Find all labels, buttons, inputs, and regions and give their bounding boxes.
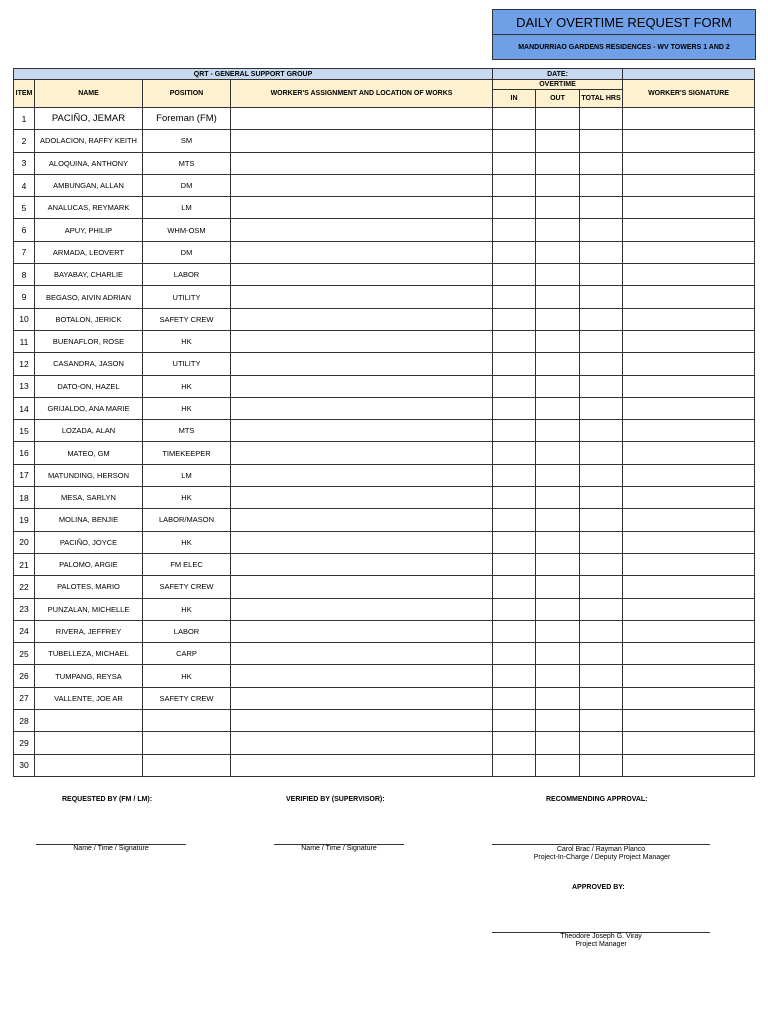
overtime-in-cell[interactable] — [493, 130, 536, 152]
name-cell: ADOLACION, RAFFY KEITH — [35, 130, 143, 152]
overtime-in-cell[interactable] — [493, 553, 536, 575]
table-row — [14, 152, 755, 174]
name-cell: MESA, SARLYN — [35, 487, 143, 509]
total-hrs-cell[interactable] — [580, 174, 623, 196]
assignment-cell[interactable] — [231, 442, 493, 464]
header-total-hrs: TOTAL HRS — [580, 90, 623, 108]
overtime-out-cell[interactable] — [536, 464, 580, 486]
total-hrs-cell[interactable] — [580, 219, 623, 241]
overtime-out-cell[interactable] — [536, 553, 580, 575]
table-row — [14, 286, 755, 308]
overtime-out-cell[interactable] — [536, 152, 580, 174]
assignment-cell[interactable] — [231, 687, 493, 709]
table-row — [14, 687, 755, 709]
overtime-in-cell[interactable] — [493, 687, 536, 709]
recommender-title: Project-In-Charge / Deputy Project Manager — [533, 854, 671, 861]
position-cell: LM — [143, 197, 231, 219]
overtime-in-cell[interactable] — [493, 464, 536, 486]
position-cell: CARP — [143, 643, 231, 665]
assignment-cell[interactable] — [231, 241, 493, 263]
form-subtitle: MANDURRIAO GARDENS RESIDENCES - WV TOWERS 1 AND 2 — [493, 35, 755, 59]
signature-cell[interactable] — [623, 241, 755, 263]
table-row — [14, 464, 755, 486]
item-cell: 25 — [14, 643, 35, 665]
total-hrs-cell[interactable] — [580, 241, 623, 263]
name-cell: GRIJALDO, ANA MARIE — [35, 397, 143, 419]
approver-name: Theodore Joseph G. Viray — [560, 933, 642, 940]
header-name: NAME — [35, 80, 143, 108]
overtime-in-cell[interactable] — [493, 108, 536, 130]
overtime-out-cell[interactable] — [536, 531, 580, 553]
position-cell: UTILITY — [143, 286, 231, 308]
table-row — [14, 353, 755, 375]
assignment-cell[interactable] — [231, 308, 493, 330]
item-cell: 24 — [14, 620, 35, 642]
overtime-in-cell[interactable] — [493, 732, 536, 754]
total-hrs-cell[interactable] — [580, 553, 623, 575]
assignment-cell[interactable] — [231, 754, 493, 776]
item-cell: 13 — [14, 375, 35, 397]
assignment-cell[interactable] — [231, 464, 493, 486]
overtime-out-cell[interactable] — [536, 219, 580, 241]
overtime-in-cell[interactable] — [493, 397, 536, 419]
signature-cell[interactable] — [623, 598, 755, 620]
overtime-in-cell[interactable] — [493, 375, 536, 397]
overtime-out-cell[interactable] — [536, 487, 580, 509]
position-cell: DM — [143, 241, 231, 263]
total-hrs-cell[interactable] — [580, 710, 623, 732]
overtime-out-cell[interactable] — [536, 732, 580, 754]
position-cell: FM ELEC — [143, 553, 231, 575]
overtime-in-cell[interactable] — [493, 420, 536, 442]
table-row — [14, 576, 755, 598]
item-cell: 30 — [14, 754, 35, 776]
assignment-cell[interactable] — [231, 286, 493, 308]
position-cell — [143, 732, 231, 754]
total-hrs-cell[interactable] — [580, 420, 623, 442]
signature-cell[interactable] — [623, 732, 755, 754]
total-hrs-cell[interactable] — [580, 464, 623, 486]
date-label: DATE: — [493, 69, 623, 80]
signature-cell[interactable] — [623, 286, 755, 308]
position-cell: HK — [143, 531, 231, 553]
name-cell: AMBUNGAN, ALLAN — [35, 174, 143, 196]
table-row — [14, 531, 755, 553]
name-cell — [35, 732, 143, 754]
header-item: ITEM — [14, 80, 35, 108]
signature-cell[interactable] — [623, 152, 755, 174]
name-cell: LOZADA, ALAN — [35, 420, 143, 442]
verified-by-label: VERIFIED BY (SUPERVISOR): — [286, 796, 385, 803]
position-cell: LM — [143, 464, 231, 486]
assignment-cell[interactable] — [231, 643, 493, 665]
name-cell: PUNZALAN, MICHELLE — [35, 598, 143, 620]
total-hrs-cell[interactable] — [580, 732, 623, 754]
signature-cell[interactable] — [623, 130, 755, 152]
total-hrs-cell[interactable] — [580, 509, 623, 531]
item-cell: 19 — [14, 509, 35, 531]
assignment-cell[interactable] — [231, 710, 493, 732]
position-cell: SAFETY CREW — [143, 308, 231, 330]
signature-cell[interactable] — [623, 375, 755, 397]
signature-cell[interactable] — [623, 665, 755, 687]
signature-cell[interactable] — [623, 553, 755, 575]
table-row — [14, 130, 755, 152]
table-row — [14, 330, 755, 352]
total-hrs-cell[interactable] — [580, 487, 623, 509]
name-cell — [35, 754, 143, 776]
table-row — [14, 553, 755, 575]
overtime-in-cell[interactable] — [493, 531, 536, 553]
table-row — [14, 643, 755, 665]
name-cell: TUMPANG, REYSA — [35, 665, 143, 687]
total-hrs-cell[interactable] — [580, 375, 623, 397]
overtime-out-cell[interactable] — [536, 353, 580, 375]
overtime-out-cell[interactable] — [536, 397, 580, 419]
name-cell: BUENAFLOR, ROSE — [35, 330, 143, 352]
position-cell: Foreman (FM) — [143, 108, 231, 130]
requested-by-label: REQUESTED BY (FM / LM): — [62, 796, 153, 803]
overtime-in-cell[interactable] — [493, 665, 536, 687]
item-cell: 2 — [14, 130, 35, 152]
overtime-out-cell[interactable] — [536, 643, 580, 665]
overtime-in-cell[interactable] — [493, 643, 536, 665]
item-cell: 10 — [14, 308, 35, 330]
signature-cell[interactable] — [623, 197, 755, 219]
position-cell: SAFETY CREW — [143, 687, 231, 709]
overtime-out-cell[interactable] — [536, 420, 580, 442]
total-hrs-cell[interactable] — [580, 152, 623, 174]
item-cell: 16 — [14, 442, 35, 464]
table-row — [14, 442, 755, 464]
position-cell: HK — [143, 665, 231, 687]
overtime-in-cell[interactable] — [493, 353, 536, 375]
recommender-signature-line[interactable] — [492, 844, 710, 845]
position-cell: HK — [143, 330, 231, 352]
item-cell: 5 — [14, 197, 35, 219]
header-in: IN — [493, 90, 536, 108]
total-hrs-cell[interactable] — [580, 665, 623, 687]
name-cell: ANALUCAS, REYMARK — [35, 197, 143, 219]
total-hrs-cell[interactable] — [580, 264, 623, 286]
item-cell: 23 — [14, 598, 35, 620]
item-cell: 4 — [14, 174, 35, 196]
name-cell: BEGASO, AIVIN ADRIAN — [35, 286, 143, 308]
name-cell: BAYABAY, CHARLIE — [35, 264, 143, 286]
overtime-in-cell[interactable] — [493, 330, 536, 352]
table-row — [14, 732, 755, 754]
total-hrs-cell[interactable] — [580, 108, 623, 130]
overtime-in-cell[interactable] — [493, 197, 536, 219]
overtime-out-cell[interactable] — [536, 687, 580, 709]
signature-cell[interactable] — [623, 308, 755, 330]
item-cell: 15 — [14, 420, 35, 442]
total-hrs-cell[interactable] — [580, 130, 623, 152]
table-row — [14, 197, 755, 219]
recommender-name: Carol Brac / Rayman Planco — [556, 846, 646, 853]
position-cell: LABOR/MASON — [143, 509, 231, 531]
position-cell: LABOR — [143, 264, 231, 286]
position-cell: UTILITY — [143, 353, 231, 375]
header-signature: WORKER'S SIGNATURE — [623, 80, 755, 108]
table-row — [14, 509, 755, 531]
total-hrs-cell[interactable] — [580, 598, 623, 620]
overtime-out-cell[interactable] — [536, 598, 580, 620]
item-cell: 14 — [14, 397, 35, 419]
form-title: DAILY OVERTIME REQUEST FORM — [493, 10, 755, 35]
signature-cell[interactable] — [623, 687, 755, 709]
assignment-cell[interactable] — [231, 174, 493, 196]
total-hrs-cell[interactable] — [580, 197, 623, 219]
table-row — [14, 219, 755, 241]
overtime-in-cell[interactable] — [493, 152, 536, 174]
total-hrs-cell[interactable] — [580, 397, 623, 419]
table-row — [14, 620, 755, 642]
overtime-in-cell[interactable] — [493, 264, 536, 286]
name-cell — [35, 710, 143, 732]
overtime-in-cell[interactable] — [493, 241, 536, 263]
name-cell: CASANDRA, JASON — [35, 353, 143, 375]
item-cell: 6 — [14, 219, 35, 241]
item-cell: 27 — [14, 687, 35, 709]
signature-cell[interactable] — [623, 643, 755, 665]
table-row — [14, 241, 755, 263]
item-cell: 28 — [14, 710, 35, 732]
overtime-out-cell[interactable] — [536, 174, 580, 196]
overtime-out-cell[interactable] — [536, 241, 580, 263]
name-cell: APUY, PHILIP — [35, 219, 143, 241]
item-cell: 17 — [14, 464, 35, 486]
item-cell: 9 — [14, 286, 35, 308]
overtime-out-cell[interactable] — [536, 330, 580, 352]
position-cell: DM — [143, 174, 231, 196]
item-cell: 20 — [14, 531, 35, 553]
approved-by-label: APPROVED BY: — [572, 884, 625, 891]
total-hrs-cell[interactable] — [580, 643, 623, 665]
assignment-cell[interactable] — [231, 375, 493, 397]
position-cell: LABOR — [143, 620, 231, 642]
item-cell: 3 — [14, 152, 35, 174]
group-label: QRT - GENERAL SUPPORT GROUP — [14, 69, 493, 80]
assignment-cell[interactable] — [231, 620, 493, 642]
name-cell: MATUNDING, HERSON — [35, 464, 143, 486]
position-cell: MTS — [143, 420, 231, 442]
total-hrs-cell[interactable] — [580, 687, 623, 709]
name-cell: VALLENTE, JOE AR — [35, 687, 143, 709]
signature-cell[interactable] — [623, 576, 755, 598]
signature-cell[interactable] — [623, 353, 755, 375]
table-row — [14, 598, 755, 620]
overtime-in-cell[interactable] — [493, 509, 536, 531]
overtime-in-cell[interactable] — [493, 308, 536, 330]
signature-cell[interactable] — [623, 442, 755, 464]
signature-cell[interactable] — [623, 264, 755, 286]
assignment-cell[interactable] — [231, 509, 493, 531]
assignment-cell[interactable] — [231, 197, 493, 219]
total-hrs-cell[interactable] — [580, 308, 623, 330]
item-cell: 12 — [14, 353, 35, 375]
overtime-in-cell[interactable] — [493, 710, 536, 732]
name-cell: ARMADA, LEOVERT — [35, 241, 143, 263]
position-cell: WHM-OSM — [143, 219, 231, 241]
signature-cell[interactable] — [623, 464, 755, 486]
assignment-cell[interactable] — [231, 353, 493, 375]
table-row — [14, 308, 755, 330]
table-row — [14, 264, 755, 286]
total-hrs-cell[interactable] — [580, 576, 623, 598]
assignment-cell[interactable] — [231, 576, 493, 598]
position-cell: MTS — [143, 152, 231, 174]
signature-cell[interactable] — [623, 330, 755, 352]
name-cell: DATO-ON, HAZEL — [35, 375, 143, 397]
assignment-cell[interactable] — [231, 531, 493, 553]
overtime-out-cell[interactable] — [536, 108, 580, 130]
name-cell: PALOMO, ARGIE — [35, 553, 143, 575]
table-row — [14, 375, 755, 397]
assignment-cell[interactable] — [231, 219, 493, 241]
verified-caption: Name / Time / Signature — [301, 845, 377, 852]
table-row — [14, 665, 755, 687]
header-out: OUT — [536, 90, 580, 108]
assignment-cell[interactable] — [231, 130, 493, 152]
item-cell: 18 — [14, 487, 35, 509]
overtime-out-cell[interactable] — [536, 665, 580, 687]
overtime-out-cell[interactable] — [536, 710, 580, 732]
name-cell: PACIÑO, JOYCE — [35, 531, 143, 553]
header-overtime: OVERTIME — [493, 80, 623, 90]
overtime-table — [13, 68, 755, 777]
name-cell: MATEO, GM — [35, 442, 143, 464]
requested-caption: Name / Time / Signature — [73, 845, 149, 852]
signature-cell[interactable] — [623, 531, 755, 553]
position-cell: HK — [143, 375, 231, 397]
overtime-out-cell[interactable] — [536, 286, 580, 308]
overtime-in-cell[interactable] — [493, 598, 536, 620]
signature-cell[interactable] — [623, 219, 755, 241]
item-cell: 1 — [14, 108, 35, 130]
item-cell: 7 — [14, 241, 35, 263]
table-row — [14, 487, 755, 509]
total-hrs-cell[interactable] — [580, 442, 623, 464]
table-row — [14, 397, 755, 419]
item-cell: 8 — [14, 264, 35, 286]
signature-cell[interactable] — [623, 754, 755, 776]
overtime-in-cell[interactable] — [493, 286, 536, 308]
overtime-out-cell[interactable] — [536, 576, 580, 598]
name-cell: RIVERA, JEFFREY — [35, 620, 143, 642]
position-cell: HK — [143, 397, 231, 419]
item-cell: 26 — [14, 665, 35, 687]
signature-cell[interactable] — [623, 710, 755, 732]
overtime-in-cell[interactable] — [493, 174, 536, 196]
total-hrs-cell[interactable] — [580, 620, 623, 642]
signature-cell[interactable] — [623, 420, 755, 442]
signature-cell[interactable] — [623, 174, 755, 196]
date-value-cell[interactable] — [623, 69, 755, 80]
item-cell: 22 — [14, 576, 35, 598]
header-assignment: WORKER'S ASSIGNMENT AND LOCATION OF WORKS — [231, 80, 493, 108]
overtime-in-cell[interactable] — [493, 754, 536, 776]
total-hrs-cell[interactable] — [580, 754, 623, 776]
overtime-out-cell[interactable] — [536, 620, 580, 642]
overtime-out-cell[interactable] — [536, 754, 580, 776]
signature-cell[interactable] — [623, 620, 755, 642]
overtime-in-cell[interactable] — [493, 219, 536, 241]
signature-cell[interactable] — [623, 397, 755, 419]
name-cell: TUBELLEZA, MICHAEL — [35, 643, 143, 665]
overtime-out-cell[interactable] — [536, 442, 580, 464]
name-cell: PACIÑO, JEMAR — [35, 108, 143, 130]
item-cell: 11 — [14, 330, 35, 352]
name-cell: PALOTES, MARIO — [35, 576, 143, 598]
position-cell: HK — [143, 598, 231, 620]
assignment-cell[interactable] — [231, 264, 493, 286]
name-cell: BOTALON, JERICK — [35, 308, 143, 330]
overtime-out-cell[interactable] — [536, 264, 580, 286]
position-cell: TIMEKEEPER — [143, 442, 231, 464]
item-cell: 29 — [14, 732, 35, 754]
header-position: POSITION — [143, 80, 231, 108]
overtime-out-cell[interactable] — [536, 308, 580, 330]
position-cell: SM — [143, 130, 231, 152]
assignment-cell[interactable] — [231, 420, 493, 442]
name-cell: MOLINA, BENJIE — [35, 509, 143, 531]
item-cell: 21 — [14, 553, 35, 575]
overtime-in-cell[interactable] — [493, 576, 536, 598]
assignment-cell[interactable] — [231, 397, 493, 419]
overtime-in-cell[interactable] — [493, 620, 536, 642]
total-hrs-cell[interactable] — [580, 286, 623, 308]
total-hrs-cell[interactable] — [580, 531, 623, 553]
overtime-out-cell[interactable] — [536, 197, 580, 219]
signature-cell[interactable] — [623, 108, 755, 130]
total-hrs-cell[interactable] — [580, 330, 623, 352]
form-title-box — [492, 9, 756, 60]
position-cell: HK — [143, 487, 231, 509]
recommending-label: RECOMMENDING APPROVAL: — [546, 796, 648, 803]
overtime-in-cell[interactable] — [493, 487, 536, 509]
table-row — [14, 710, 755, 732]
approver-title: Project Manager — [575, 941, 627, 948]
assignment-cell[interactable] — [231, 732, 493, 754]
assignment-cell[interactable] — [231, 108, 493, 130]
name-cell: ALOQUINA, ANTHONY — [35, 152, 143, 174]
position-cell: SAFETY CREW — [143, 576, 231, 598]
overtime-out-cell[interactable] — [536, 130, 580, 152]
assignment-cell[interactable] — [231, 152, 493, 174]
table-row — [14, 174, 755, 196]
assignment-cell[interactable] — [231, 598, 493, 620]
signature-cell[interactable] — [623, 487, 755, 509]
total-hrs-cell[interactable] — [580, 353, 623, 375]
position-cell — [143, 710, 231, 732]
assignment-cell[interactable] — [231, 665, 493, 687]
position-cell — [143, 754, 231, 776]
table-row — [14, 108, 755, 130]
overtime-out-cell[interactable] — [536, 509, 580, 531]
overtime-in-cell[interactable] — [493, 442, 536, 464]
signature-cell[interactable] — [623, 509, 755, 531]
assignment-cell[interactable] — [231, 330, 493, 352]
table-row — [14, 754, 755, 776]
assignment-cell[interactable] — [231, 553, 493, 575]
assignment-cell[interactable] — [231, 487, 493, 509]
table-row — [14, 420, 755, 442]
overtime-out-cell[interactable] — [536, 375, 580, 397]
